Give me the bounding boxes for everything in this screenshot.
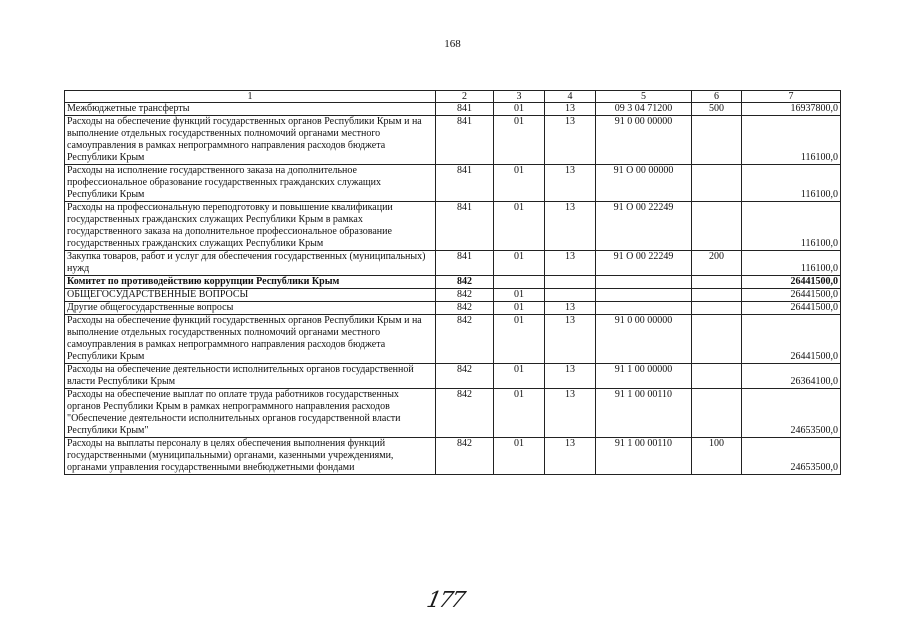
row-target-article: 91 1 00 00000 [596, 364, 692, 389]
row-section [494, 276, 545, 289]
header-cell-2: 2 [436, 91, 494, 103]
row-expense-type [692, 276, 742, 289]
row-expense-type [692, 302, 742, 315]
row-target-article: 09 3 04 71200 [596, 103, 692, 116]
header-cell-1: 1 [65, 91, 436, 103]
row-subsection: 13 [545, 438, 596, 475]
table-row [65, 315, 841, 364]
table-row [65, 302, 841, 315]
row-name: Расходы на исполнение государственного заказа на дополнительное профессиональное образование государственных гражданских служащих Республики Крым [65, 165, 436, 202]
row-amount: 24653500,0 [742, 389, 841, 438]
row-target-article: 91 0 00 00000 [596, 315, 692, 364]
header-cell-6: 6 [692, 91, 742, 103]
table-row [65, 116, 841, 165]
table-row [65, 289, 841, 302]
table-row [65, 389, 841, 438]
row-subsection: 13 [545, 116, 596, 165]
row-subsection: 13 [545, 251, 596, 276]
table-row [65, 165, 841, 202]
row-name: Закупка товаров, работ и услуг для обеспечения государственных (муниципальных) нужд [65, 251, 436, 276]
row-expense-type [692, 289, 742, 302]
row-expense-type [692, 315, 742, 364]
table-header-row [65, 91, 841, 103]
row-subsection [545, 289, 596, 302]
row-amount: 24653500,0 [742, 438, 841, 475]
row-subsection: 13 [545, 315, 596, 364]
row-name: Расходы на профессиональную переподготовку и повышение квалификации государственных гражданских служащих Республики Крым в рамках государственного заказа на дополнительное профессиональное образование государственных гражданских служащих Республики Крым [65, 202, 436, 251]
row-subsection: 13 [545, 165, 596, 202]
row-target-article: 91 О 00 22249 [596, 202, 692, 251]
row-section: 01 [494, 289, 545, 302]
row-code: 842 [436, 389, 494, 438]
row-code: 841 [436, 103, 494, 116]
row-name: Расходы на обеспечение выплат по оплате труда работников государственных органов Республики Крым в рамках непрограммного направления расходов "Обеспечение деятельности исполнительных органов государственной власти Республики Крым" [65, 389, 436, 438]
row-target-article: 91 0 00 00000 [596, 116, 692, 165]
row-section: 01 [494, 364, 545, 389]
row-subsection: 13 [545, 103, 596, 116]
row-subsection: 13 [545, 389, 596, 438]
row-amount: 26441500,0 [742, 315, 841, 364]
row-name: Другие общегосударственные вопросы [65, 302, 436, 315]
row-target-article [596, 276, 692, 289]
row-code: 842 [436, 289, 494, 302]
table-row [65, 364, 841, 389]
row-amount: 26441500,0 [742, 289, 841, 302]
row-expense-type [692, 364, 742, 389]
table-row [65, 251, 841, 276]
row-target-article [596, 302, 692, 315]
row-name: Расходы на выплаты персоналу в целях обеспечения выполнения функций государственными (муниципальными) органами, казенными учреждениями, органами управления государственными внебюджетными фондами [65, 438, 436, 475]
row-code: 841 [436, 165, 494, 202]
row-amount: 26441500,0 [742, 302, 841, 315]
row-expense-type [692, 202, 742, 251]
row-expense-type [692, 165, 742, 202]
row-subsection: 13 [545, 364, 596, 389]
row-section: 01 [494, 103, 545, 116]
page-number: 168 [444, 38, 461, 50]
row-target-article: 91 1 00 00110 [596, 438, 692, 475]
row-expense-type [692, 389, 742, 438]
row-name: Расходы на обеспечение деятельности исполнительных органов государственной власти Республики Крым [65, 364, 436, 389]
row-amount: 116100,0 [742, 251, 841, 276]
row-expense-type: 500 [692, 103, 742, 116]
row-name: Комитет по противодействию коррупции Республики Крым [65, 276, 436, 289]
budget-table [64, 90, 841, 475]
row-code: 842 [436, 315, 494, 364]
row-section: 01 [494, 251, 545, 276]
row-name: ОБЩЕГОСУДАРСТВЕННЫЕ ВОПРОСЫ [65, 289, 436, 302]
table-row [65, 438, 841, 475]
table-row [65, 103, 841, 116]
row-name: Расходы на обеспечение функций государственных органов Республики Крым и на выполнение отдельных государственных полномочий органами местного самоуправления в рамках непрограммного направления расходов бюджета Республики Крым [65, 116, 436, 165]
row-name: Расходы на обеспечение функций государственных органов Республики Крым и на выполнение отдельных государственных полномочий органами местного самоуправления в рамках непрограммного направления расходов бюджета Республики Крым [65, 315, 436, 364]
header-cell-5: 5 [596, 91, 692, 103]
row-code: 842 [436, 438, 494, 475]
row-expense-type: 100 [692, 438, 742, 475]
table-row [65, 202, 841, 251]
row-section: 01 [494, 302, 545, 315]
row-amount: 116100,0 [742, 165, 841, 202]
row-code: 842 [436, 302, 494, 315]
header-cell-4: 4 [545, 91, 596, 103]
row-code: 842 [436, 276, 494, 289]
row-amount: 116100,0 [742, 116, 841, 165]
row-section: 01 [494, 315, 545, 364]
row-target-article [596, 289, 692, 302]
row-expense-type: 200 [692, 251, 742, 276]
row-name: Межбюджетные трансферты [65, 103, 436, 116]
header-cell-7: 7 [742, 91, 841, 103]
row-section: 01 [494, 389, 545, 438]
row-amount: 116100,0 [742, 202, 841, 251]
handwritten-page-mark: 177 [424, 588, 466, 613]
row-section: 01 [494, 116, 545, 165]
row-expense-type [692, 116, 742, 165]
row-subsection: 13 [545, 302, 596, 315]
row-section: 01 [494, 438, 545, 475]
row-code: 841 [436, 116, 494, 165]
row-target-article: 91 О 00 00000 [596, 165, 692, 202]
row-subsection [545, 276, 596, 289]
table-row [65, 276, 841, 289]
row-section: 01 [494, 202, 545, 251]
row-code: 841 [436, 251, 494, 276]
row-amount: 26441500,0 [742, 276, 841, 289]
row-target-article: 91 1 00 00110 [596, 389, 692, 438]
row-amount: 16937800,0 [742, 103, 841, 116]
header-cell-3: 3 [494, 91, 545, 103]
row-code: 841 [436, 202, 494, 251]
row-amount: 26364100,0 [742, 364, 841, 389]
row-section: 01 [494, 165, 545, 202]
row-subsection: 13 [545, 202, 596, 251]
row-code: 842 [436, 364, 494, 389]
row-target-article: 91 О 00 22249 [596, 251, 692, 276]
